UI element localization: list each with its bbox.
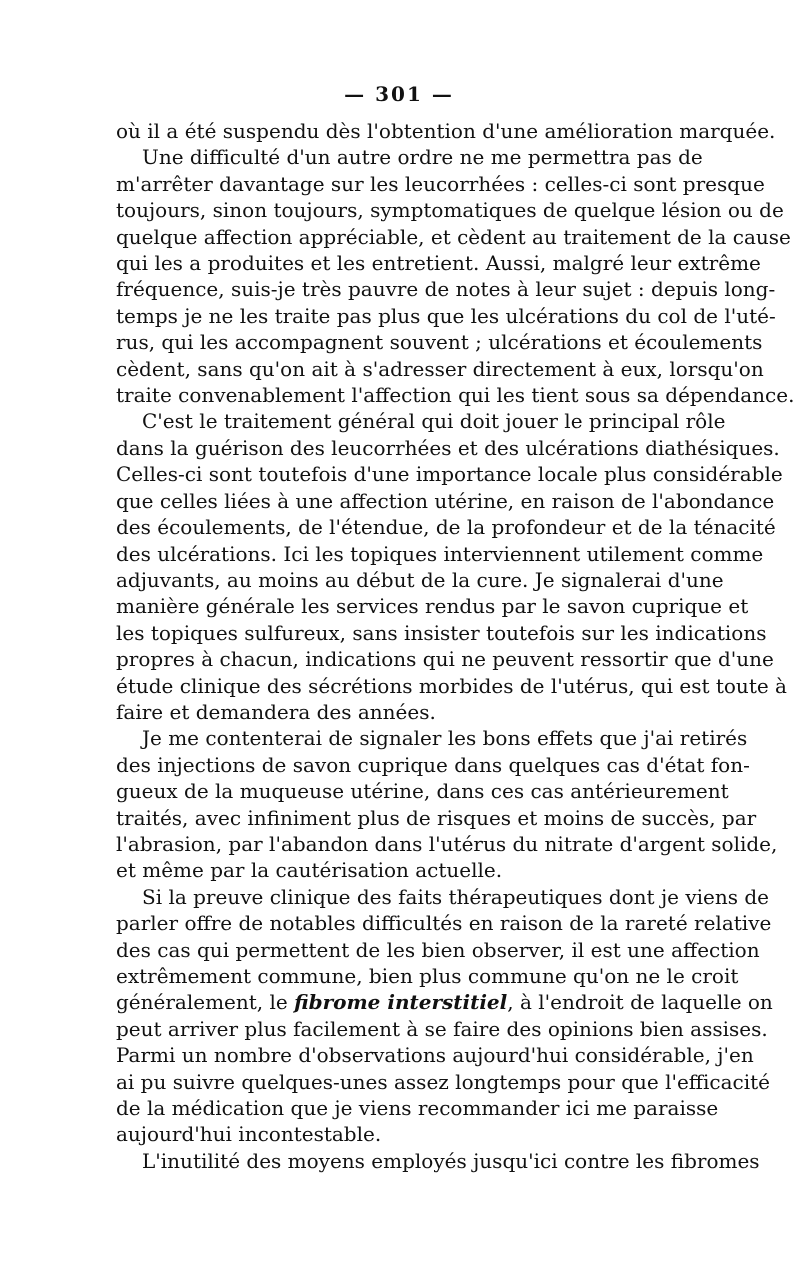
text-line: Si la preuve clinique des faits thérapeutiques dont je viens de — [142, 884, 770, 909]
text-line: Je me contenterai de signaler les bons effets que j'ai retirés — [142, 726, 748, 751]
text-line: où il a été suspendu dès l'obtention d'une amélioration marquée. — [116, 119, 776, 143]
text-line: Une difficulté d'un autre ordre ne me permettra pas de — [142, 145, 703, 170]
text-line: Parmi un nombre d'observations aujourd'hui considérable, j'en — [116, 1043, 754, 1068]
text-line: manière générale les services rendus par le savon cuprique et — [116, 594, 749, 619]
text-line: traite convenablement l'affection qui les tient sous sa dépendance. — [116, 383, 795, 408]
book-page — [116, 82, 795, 1174]
text-line: C'est le traitement général qui doit jouer le principal rôle — [142, 409, 726, 434]
text-line: de la médication que je viens recommander ici me paraisse — [116, 1096, 719, 1121]
text-line: l'abrasion, par l'abandon dans l'utérus du nitrate d'argent solide, — [116, 831, 778, 856]
text-line: et même par la cautérisation actuelle. — [116, 858, 503, 883]
text-line: extrêmement commune, bien plus commune qu'on ne le croit — [116, 964, 739, 988]
text-line: m'arrêter davantage sur les leucorrhées : celles-ci sont presque — [116, 171, 765, 196]
text-line: faire et demandera des années. — [116, 699, 436, 724]
text-line: ai pu suivre quelques-unes assez longtemps pour que l'efficacité — [116, 1069, 771, 1094]
page-number-heading: — 301 — — [344, 82, 454, 106]
text-line: des ulcérations. Ici les topiques interviennent utilement comme — [116, 541, 764, 566]
text-line: qui les a produites et les entretient. Aussi, malgré leur extrême — [116, 251, 761, 276]
text-line: parler offre de notables difficultés en raison de la rareté relative — [116, 911, 772, 936]
text-line: fréquence, suis-je très pauvre de notes à leur sujet : depuis long- — [116, 277, 776, 302]
text-line — [116, 989, 773, 1015]
text-line: toujours, sinon toujours, symptomatiques de quelque lésion ou de — [116, 198, 784, 223]
text-line: propres à chacun, indications qui ne peuvent ressortir que d'une — [116, 647, 774, 672]
text-line: des cas qui permettent de les bien observer, il est une affection — [116, 937, 760, 962]
text-line: dans la guérison des leucorrhées et des ulcérations diathésiques. — [116, 435, 780, 460]
text-segment: , à l'endroit de laquelle on — [507, 990, 773, 1015]
text-line: temps je ne les traite pas plus que les ulcérations du col de l'uté- — [116, 303, 776, 328]
text-segment: généralement, le — [116, 990, 295, 1015]
text-line: quelque affection appréciable, et cèdent au traitement de la cause — [116, 224, 791, 249]
text-line: Celles-ci sont toutefois d'une importance locale plus considérable — [116, 462, 783, 487]
text-line: des écoulements, de l'étendue, de la profondeur et de la ténacité — [116, 515, 776, 540]
text-line: adjuvants, au moins au début de la cure. Je signalerai d'une — [116, 567, 724, 592]
text-line: peut arriver plus facilement à se faire des opinions bien assises. — [116, 1016, 768, 1041]
text-line: les topiques sulfureux, sans insister toutefois sur les indications — [116, 620, 767, 645]
text-line: gueux de la muqueuse utérine, dans ces cas antérieurement — [116, 779, 729, 804]
text-line: traités, avec infiniment plus de risques et moins de succès, par — [116, 805, 757, 830]
text-line: étude clinique des sécrétions morbides de l'utérus, qui est toute à — [116, 673, 787, 698]
text-line: aujourd'hui incontestable. — [116, 1122, 382, 1147]
text-line: cèdent, sans qu'on ait à s'adresser directement à eux, lorsqu'on — [116, 356, 764, 381]
text-line: des injections de savon cuprique dans quelques cas d'état fon- — [116, 752, 750, 777]
text-line: rus, qui les accompagnent souvent ; ulcérations et écoulements — [116, 330, 763, 355]
text-line: L'inutilité des moyens employés jusqu'ici contre les fibromes — [142, 1148, 760, 1173]
text-line: que celles liées à une affection utérine, en raison de l'abondance — [116, 488, 775, 513]
body-text — [116, 118, 795, 1174]
italic-term: fibrome interstitiel — [294, 990, 508, 1015]
